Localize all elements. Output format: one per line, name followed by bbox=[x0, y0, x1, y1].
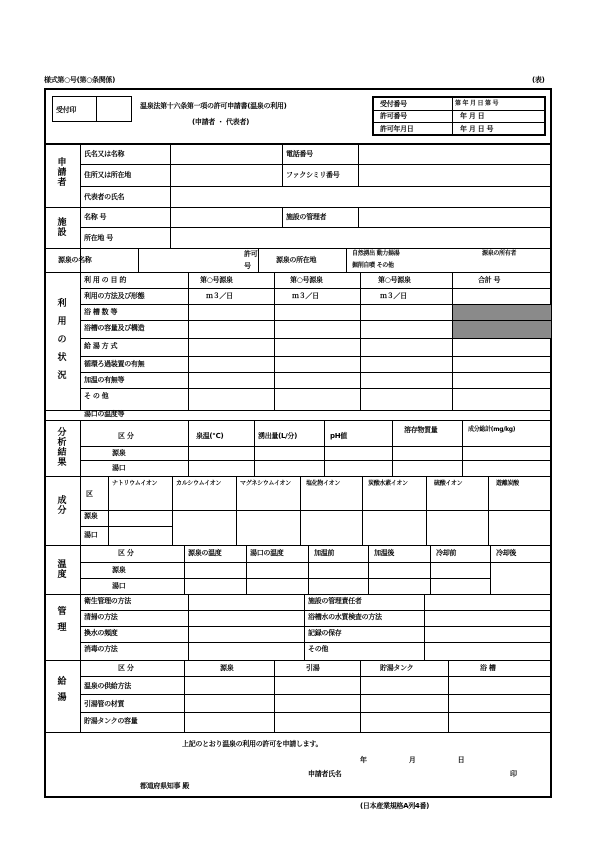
analysis-col-2: 湧出量(L/分) bbox=[258, 432, 298, 440]
manage-left-1: 衛生管理の方法 bbox=[84, 597, 131, 605]
temp-col-5: 冷却前 bbox=[436, 549, 457, 557]
temp-col-2: 湯口の温度 bbox=[250, 549, 284, 557]
usage-col-1: 第○号源泉 bbox=[200, 276, 233, 284]
temp-col-1: 源泉の温度 bbox=[188, 549, 222, 557]
stamp-label: 受付印 bbox=[56, 106, 77, 114]
applicant-fax-label: ファクシミリ番号 bbox=[286, 171, 340, 179]
sign-label: 申請者氏名 bbox=[308, 770, 342, 778]
manage-left-4: 消毒の方法 bbox=[84, 645, 118, 653]
usage-row-5: 給 湯 方 式 bbox=[84, 342, 118, 350]
title-line2: (申請者 ・ 代表者) bbox=[192, 118, 249, 126]
supply-label: 区 分 bbox=[118, 664, 134, 672]
ref-r2-value: 年 月 日 bbox=[460, 112, 485, 120]
usage-shaded-1 bbox=[453, 305, 551, 320]
usage-col-3: 第○号源泉 bbox=[378, 276, 411, 284]
temp-section-label: 温度 bbox=[57, 560, 67, 580]
declaration-text: 上記のとおり温泉の利用の許可を申請します。 bbox=[182, 740, 323, 748]
analysis-col-3: pH値 bbox=[330, 432, 347, 440]
ref-r1-label: 受付番号 bbox=[380, 100, 407, 108]
ref-r3-label: 許可年月日 bbox=[380, 125, 414, 133]
temp-col-4: 加温後 bbox=[374, 549, 395, 557]
ingredient-col-1: ナトリウムイオン bbox=[112, 480, 158, 487]
temp-col-3: 加温前 bbox=[314, 549, 335, 557]
ingredient-corner: 区 bbox=[86, 490, 93, 498]
ingredient-col-6: 硫酸イオン bbox=[434, 480, 463, 487]
source-loc-label: 源泉の所在地 bbox=[276, 256, 317, 264]
temp-row-2: 湯口 bbox=[112, 582, 126, 590]
supply-col-1: 源泉 bbox=[220, 664, 234, 672]
seal-mark: 印 bbox=[510, 770, 517, 778]
analysis-row-1: 源泉 bbox=[112, 449, 126, 457]
manage-left-3: 換水の頻度 bbox=[84, 629, 118, 637]
ingredient-col-7: 遊離炭酸 bbox=[496, 480, 519, 487]
facility-loc-label: 所在地 号 bbox=[84, 234, 113, 242]
corner-mark: (表) bbox=[532, 76, 545, 84]
analysis-row-label: 区 分 bbox=[118, 432, 134, 440]
ingredient-row-1: 源泉 bbox=[84, 512, 98, 520]
source-permit: 許可 bbox=[244, 250, 258, 258]
usage-col-2: 第○号源泉 bbox=[290, 276, 323, 284]
usage-row-6: 循環ろ過装置の有無 bbox=[84, 360, 145, 368]
analysis-col-4: 溶存物質量 bbox=[404, 426, 438, 434]
usage-val-1: ｍ３／日 bbox=[206, 292, 233, 300]
source-opt1: 自然湧出 動力揚湯 bbox=[352, 250, 400, 257]
supply-col-3: 貯湯タンク bbox=[380, 664, 414, 672]
applicant-name-label: 氏名又は名称 bbox=[84, 150, 125, 158]
usage-row-3: 浴 槽 数 等 bbox=[84, 308, 118, 316]
manage-right-2: 浴槽水の水質検査の方法 bbox=[308, 613, 382, 621]
ingredient-section-label: 成分 bbox=[57, 496, 67, 516]
usage-bottom-label: 湯口の温度等 bbox=[84, 410, 125, 418]
manage-right-4: その他 bbox=[308, 645, 329, 653]
applicant-section-label: 申請者 bbox=[57, 158, 67, 188]
analysis-section-label: 分析結果 bbox=[57, 428, 67, 468]
applicant-phone-label: 電話番号 bbox=[286, 150, 313, 158]
analysis-col-1: 泉温(℃) bbox=[196, 432, 224, 440]
supply-row-1: 温泉の供給方法 bbox=[84, 682, 131, 690]
paper-size-note: (日本産業規格A列4番) bbox=[360, 802, 430, 810]
usage-section-label: 利用の状況 bbox=[57, 299, 67, 381]
ref-r2-label: 許可番号 bbox=[380, 112, 407, 120]
form-code: 様式第○号(第○条関係) bbox=[44, 76, 116, 84]
title-line1: 温泉法第十六条第一項の許可申請書(温泉の利用) bbox=[140, 102, 287, 110]
manage-right-1: 施設の管理責任者 bbox=[308, 597, 362, 605]
ingredient-row-2: 湯口 bbox=[84, 531, 98, 539]
analysis-col-5: 成分総計(mg/kg) bbox=[468, 426, 516, 433]
source-opt2: 掘削自噴 その他 bbox=[352, 262, 394, 269]
ref-r1-value: 第 年 月 日 第 号 bbox=[455, 100, 499, 107]
usage-row-1: 利 用 の 目 的 bbox=[84, 276, 127, 284]
manage-right-3: 記録の保存 bbox=[308, 629, 342, 637]
usage-shaded-2 bbox=[453, 321, 551, 338]
temp-col-6: 冷却後 bbox=[496, 549, 517, 557]
supply-row-3: 貯湯タンクの容量 bbox=[84, 717, 138, 725]
analysis-row-2: 湯口 bbox=[112, 464, 126, 472]
ingredient-col-5: 炭酸水素イオン bbox=[368, 480, 408, 487]
usage-val-3: ｍ３／日 bbox=[380, 292, 407, 300]
manage-section-label: 管理 bbox=[57, 607, 67, 633]
temp-label: 区 分 bbox=[118, 549, 134, 557]
temp-row-1: 源泉 bbox=[112, 566, 126, 574]
usage-row-8: そ の 他 bbox=[84, 392, 109, 400]
source-name-label: 源泉の名称 bbox=[58, 256, 92, 264]
supply-col-4: 浴 槽 bbox=[480, 664, 496, 672]
ref-r3-value: 年 月 日 号 bbox=[460, 125, 494, 133]
facility-owner-label: 施設の管理者 bbox=[286, 213, 327, 221]
ingredient-col-4: 塩化物イオン bbox=[306, 480, 341, 487]
applicant-rep-label: 代表者の氏名 bbox=[84, 193, 125, 201]
supply-row-2: 引湯管の材質 bbox=[84, 700, 125, 708]
usage-row-4: 浴槽の容量及び構造 bbox=[84, 324, 145, 332]
ingredient-col-3: マグネシウムイオン bbox=[240, 480, 291, 487]
declaration-date: 年 月 日 bbox=[360, 756, 465, 764]
source-permit2: 号 bbox=[244, 262, 251, 270]
usage-val-2: ｍ３／日 bbox=[292, 292, 319, 300]
manage-left-2: 清掃の方法 bbox=[84, 613, 118, 621]
usage-row-2: 利用の方法及び形態 bbox=[84, 292, 145, 300]
usage-row-7: 加温の有無等 bbox=[84, 376, 125, 384]
supply-col-2: 引湯 bbox=[306, 664, 320, 672]
applicant-addr-label: 住所又は所在地 bbox=[84, 171, 131, 179]
source-opt3: 源泉の所有者 bbox=[482, 250, 517, 257]
supply-section-label: 給湯 bbox=[57, 677, 67, 703]
ingredient-col-2: カルシウムイオン bbox=[176, 480, 222, 487]
facility-name-label: 名称 号 bbox=[84, 213, 107, 221]
addressee: 都道府県知事 殿 bbox=[140, 782, 190, 790]
usage-col-4: 合計 号 bbox=[478, 276, 501, 284]
facility-section-label: 施設 bbox=[57, 218, 67, 238]
